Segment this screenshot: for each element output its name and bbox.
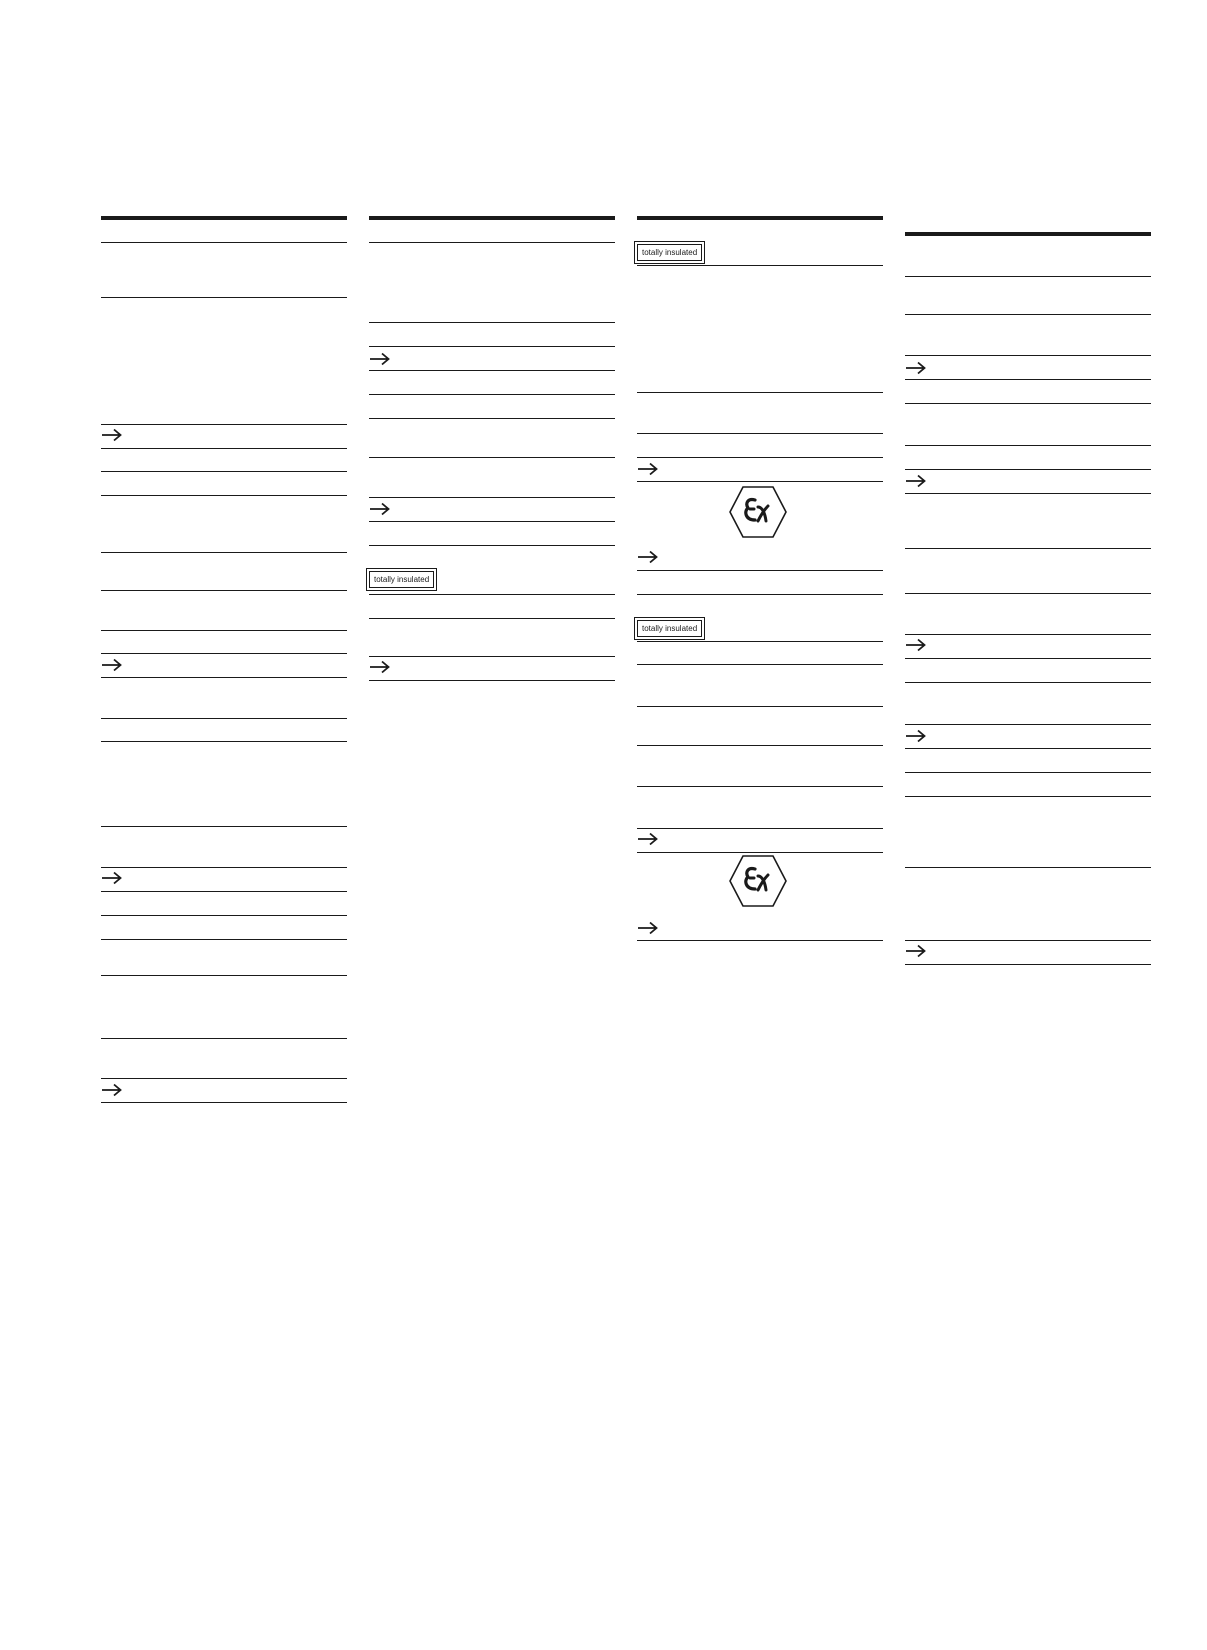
divider xyxy=(905,276,1151,277)
divider xyxy=(369,497,615,498)
divider xyxy=(101,939,347,940)
divider xyxy=(637,433,883,434)
divider xyxy=(101,653,347,654)
divider xyxy=(637,641,883,642)
divider xyxy=(637,745,883,746)
divider xyxy=(101,448,347,449)
divider xyxy=(101,891,347,892)
right-arrow-icon xyxy=(637,921,659,935)
right-arrow-icon xyxy=(905,944,927,958)
divider xyxy=(905,469,1151,470)
column-4 xyxy=(905,0,1151,1650)
divider xyxy=(637,828,883,829)
divider xyxy=(905,867,1151,868)
divider xyxy=(637,852,883,853)
divider xyxy=(905,355,1151,356)
divider xyxy=(369,594,615,595)
divider xyxy=(101,424,347,425)
divider xyxy=(637,664,883,665)
right-arrow-icon xyxy=(101,1083,123,1097)
divider xyxy=(905,548,1151,549)
right-arrow-icon xyxy=(637,462,659,476)
right-arrow-icon xyxy=(369,660,391,674)
right-arrow-icon xyxy=(905,361,927,375)
divider xyxy=(101,590,347,591)
column-2 xyxy=(369,0,615,1650)
divider xyxy=(101,297,347,298)
right-arrow-icon xyxy=(101,658,123,672)
divider xyxy=(101,1038,347,1039)
divider xyxy=(369,242,615,243)
right-arrow-icon xyxy=(101,428,123,442)
divider xyxy=(637,594,883,595)
divider xyxy=(905,748,1151,749)
divider xyxy=(101,975,347,976)
divider xyxy=(637,706,883,707)
divider xyxy=(905,964,1151,965)
column-3 xyxy=(637,0,883,1650)
divider xyxy=(369,457,615,458)
divider xyxy=(369,521,615,522)
ex-hexagon-icon xyxy=(729,855,787,907)
totally-insulated-badge: totally insulated xyxy=(637,244,702,261)
divider xyxy=(101,826,347,827)
divider xyxy=(905,445,1151,446)
right-arrow-icon xyxy=(101,871,123,885)
totally-insulated-badge: totally insulated xyxy=(369,571,434,588)
divider xyxy=(905,796,1151,797)
divider xyxy=(637,570,883,571)
divider xyxy=(369,680,615,681)
divider xyxy=(637,786,883,787)
divider xyxy=(101,741,347,742)
divider xyxy=(905,314,1151,315)
divider xyxy=(101,471,347,472)
divider xyxy=(637,481,883,482)
column-header-rule xyxy=(905,232,1151,236)
divider xyxy=(369,346,615,347)
divider xyxy=(637,392,883,393)
divider xyxy=(101,552,347,553)
right-arrow-icon xyxy=(637,550,659,564)
divider xyxy=(101,718,347,719)
divider xyxy=(637,457,883,458)
divider xyxy=(369,545,615,546)
divider xyxy=(101,495,347,496)
divider xyxy=(905,593,1151,594)
divider xyxy=(101,242,347,243)
column-header-rule xyxy=(637,216,883,220)
divider xyxy=(101,1078,347,1079)
divider xyxy=(637,265,883,266)
right-arrow-icon xyxy=(369,502,391,516)
divider xyxy=(101,630,347,631)
right-arrow-icon xyxy=(905,638,927,652)
right-arrow-icon xyxy=(905,474,927,488)
divider xyxy=(905,403,1151,404)
right-arrow-icon xyxy=(905,729,927,743)
right-arrow-icon xyxy=(369,352,391,366)
divider xyxy=(905,379,1151,380)
divider xyxy=(637,940,883,941)
divider xyxy=(101,677,347,678)
divider xyxy=(369,322,615,323)
divider xyxy=(369,656,615,657)
divider xyxy=(369,394,615,395)
divider xyxy=(101,915,347,916)
divider xyxy=(905,634,1151,635)
divider xyxy=(905,724,1151,725)
right-arrow-icon xyxy=(637,832,659,846)
divider xyxy=(905,658,1151,659)
column-header-rule xyxy=(101,216,347,220)
divider xyxy=(905,682,1151,683)
totally-insulated-badge: totally insulated xyxy=(637,620,702,637)
divider xyxy=(905,940,1151,941)
divider xyxy=(905,493,1151,494)
divider xyxy=(905,772,1151,773)
divider xyxy=(101,867,347,868)
divider xyxy=(369,418,615,419)
column-1 xyxy=(101,0,347,1650)
divider xyxy=(369,370,615,371)
divider xyxy=(101,1102,347,1103)
divider xyxy=(369,618,615,619)
column-header-rule xyxy=(369,216,615,220)
ex-hexagon-icon xyxy=(729,486,787,538)
